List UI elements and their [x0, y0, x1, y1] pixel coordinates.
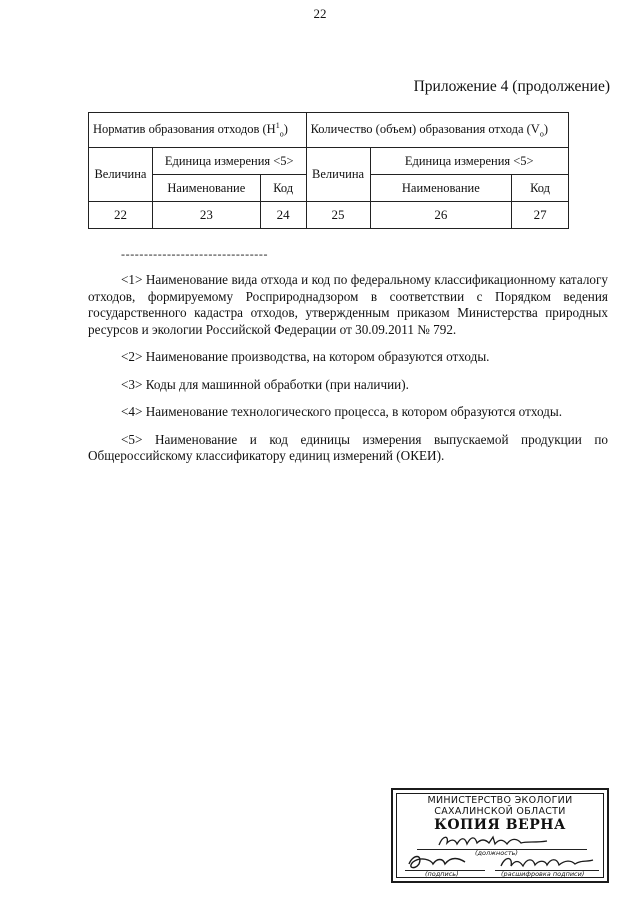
- stamp-ministry-line: МИНИСТЕРСТВО ЭКОЛОГИИ: [427, 795, 573, 806]
- quantity-header-close: ): [543, 121, 549, 136]
- norm-symbol-letter: Н: [266, 122, 276, 137]
- certification-stamp: [391, 788, 609, 883]
- norm-table: [88, 112, 569, 229]
- unit-header-2: Единица измерения <5>: [370, 148, 568, 175]
- handwritten-position-signature: [435, 831, 555, 851]
- norm-symbol-sup: 1: [275, 121, 280, 131]
- table-number-row: [89, 202, 569, 229]
- column-number: 22: [89, 202, 153, 229]
- quantity-symbol-sub: о: [539, 129, 544, 139]
- code-header-1: Код: [260, 175, 306, 202]
- caption-position: (должность): [475, 849, 518, 857]
- table-header-row: [89, 113, 569, 148]
- stamp-region-line: САХАЛИНСКОЙ ОБЛАСТИ: [434, 806, 566, 817]
- footnotes: [88, 272, 608, 476]
- handwritten-name-signature: [497, 852, 597, 872]
- value-header-1: Величина: [89, 148, 153, 202]
- column-number: 27: [512, 202, 569, 229]
- column-number: 26: [370, 202, 512, 229]
- caption-name: (расшифровка подписи): [501, 870, 585, 878]
- quantity-header-text: Количество (объем) образования отхода (V: [310, 121, 540, 136]
- value-header-2: Величина: [306, 148, 370, 202]
- footnote: <3> Коды для машинной обработки (при наличии).: [121, 376, 409, 392]
- norm-header-cell: Норматив образования отходов $(Н^1_о)$: [89, 113, 307, 148]
- page-number: 22: [313, 6, 327, 21]
- column-number: 25: [306, 202, 370, 229]
- table-subheader-row: [89, 148, 569, 175]
- unit-header-1: Единица измерения <5>: [152, 148, 306, 175]
- code-header-2: Код: [512, 175, 569, 202]
- footnote: <5> Наименование и код единицы измерения выпускаемой продукции по Общероссийскому классификатору единиц измерений (ОКЕИ).: [88, 431, 608, 463]
- appendix-heading: Приложение 4 (продолжение): [413, 78, 610, 95]
- name-header-2: Наименование: [370, 175, 512, 202]
- stamp-title: КОПИЯ ВЕРНА: [434, 817, 566, 833]
- norm-symbol-sub: о: [279, 129, 284, 139]
- footnote-separator: --------------------------------: [121, 247, 269, 261]
- column-number: 24: [260, 202, 306, 229]
- stamp-inner-border: [396, 793, 604, 878]
- caption-signature: (подпись): [425, 870, 459, 878]
- footnote: <4> Наименование технологического процесса, в котором образуются отходы.: [121, 404, 563, 419]
- quantity-header-cell: [306, 113, 568, 148]
- footnote: <1> Наименование вида отхода и код по федеральному классификационному каталогу отходов, формируемому Росприроднадзором в соответствии с Порядком ведения государственного кадастра отходов, утвержденным приказом Министерства природных ресурсов и экологии Российской Федерации от 30.09.2011 № 792.: [88, 272, 608, 337]
- footnote: <2> Наименование производства, на котором образуются отходы.: [121, 349, 490, 364]
- column-number: 23: [152, 202, 260, 229]
- norm-symbol: [266, 121, 284, 139]
- norm-header-text: Норматив образования отходов: [93, 122, 260, 137]
- handwritten-signature: [403, 852, 473, 872]
- name-header-1: Наименование: [152, 175, 260, 202]
